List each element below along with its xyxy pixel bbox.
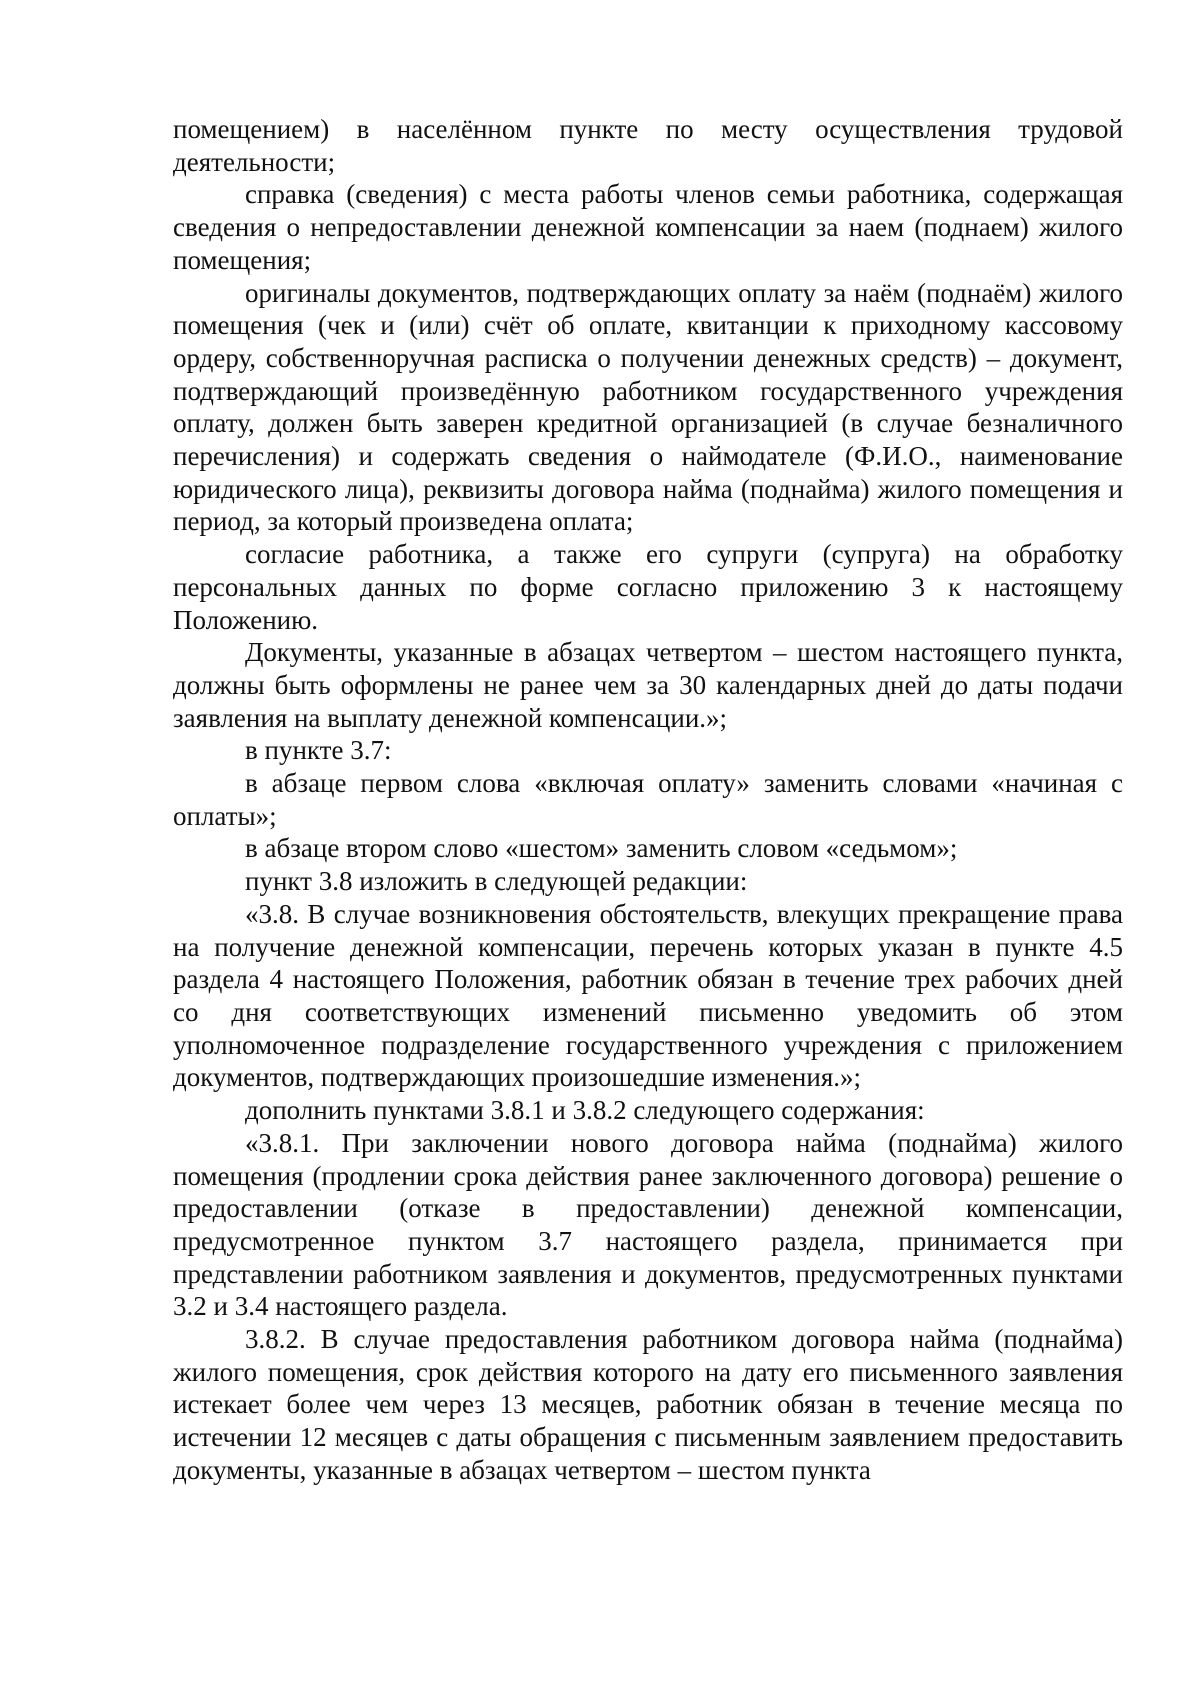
paragraph-family-certificate: справка (сведения) с места работы членов семьи работника, содержащая сведения о непредоставлении денежной компенсации за наем (поднаем) жилого помещения; [173,179,1123,275]
paragraph-continuation: помещением) в населённом пункте по месту осуществления трудовой деятельности; [173,114,1123,177]
paragraph-payment-originals: оригиналы документов, подтверждающих оплату за наём (поднаём) жилого помещения (чек и (или) счёт об оплате, квитанции к приходному кассовому ордеру, собственноручная расписка о получении денежных средств) – документ, подтверждающий произведённую работником государственного учреждения оплату, должен быть заверен кредитной организацией (в случае безналичного перечисления) и содержать сведения о наймодателе (Ф.И.О., наименование юридического лица), реквизиты договора найма (поднайма) жилого помещения и период, за который произведена оплата; [173,277,1123,537]
paragraph-documents-deadline: Документы, указанные в абзацах четвертом – шестом настоящего пункта, должны быть оформлены не ранее чем за 30 календарных дней до даты подачи заявления на выплату денежной компенсации.»; [173,637,1123,733]
paragraph-supplement-intro: дополнить пунктами 3.8.1 и 3.8.2 следующего содержания: [245,1095,925,1126]
paragraph-clause-3-8-intro: пункт 3.8 изложить в следующей редакции: [245,866,748,897]
document-body [173,113,1123,1487]
paragraph-clause-3-8-1: «3.8.1. При заключении нового договора найма (поднайма) жилого помещения (продлении срока действия ранее заключенного договора) решение о предоставлении (отказе в предоставлении) денежной компенсации, предусмотренное пунктом 3.7 настоящего раздела, принимается при представлении работником заявления и документов, предусмотренных пунктами 3.2 и 3.4 настоящего раздела. [173,1127,1123,1322]
paragraph-first-abzac-change: в абзаце первом слова «включая оплату» заменить словами «начиная с оплаты»; [173,768,1123,831]
paragraph-consent: согласие работника, а также его супруги (супруга) на обработку персональных данных по форме согласно приложению 3 к настоящему Положению. [173,539,1123,635]
paragraph-clause-3-8: «3.8. В случае возникновения обстоятельств, влекущих прекращение права на получение денежной компенсации, перечень которых указан в пункте 4.5 раздела 4 настоящего Положения, работник обязан в течение трех рабочих дней со дня соответствующих изменений письменно уведомить об этом уполномоченное подразделение государственного учреждения с приложением документов, подтверждающих произошедшие изменения.»; [173,898,1123,1093]
paragraph-clause-3-7: в пункте 3.7: [245,735,392,766]
paragraph-second-abzac-change: в абзаце втором слово «шестом» заменить словом «седьмом»; [245,833,958,864]
paragraph-clause-3-8-2: 3.8.2. В случае предоставления работником договора найма (поднайма) жилого помещения, срок действия которого на дату его письменного заявления истекает более чем через 13 месяцев, работник обязан в течение месяца по истечении 12 месяцев с даты обращения с письменным заявлением предоставить документы, указанные в абзацах четвертом – шестом пункта [173,1324,1123,1485]
